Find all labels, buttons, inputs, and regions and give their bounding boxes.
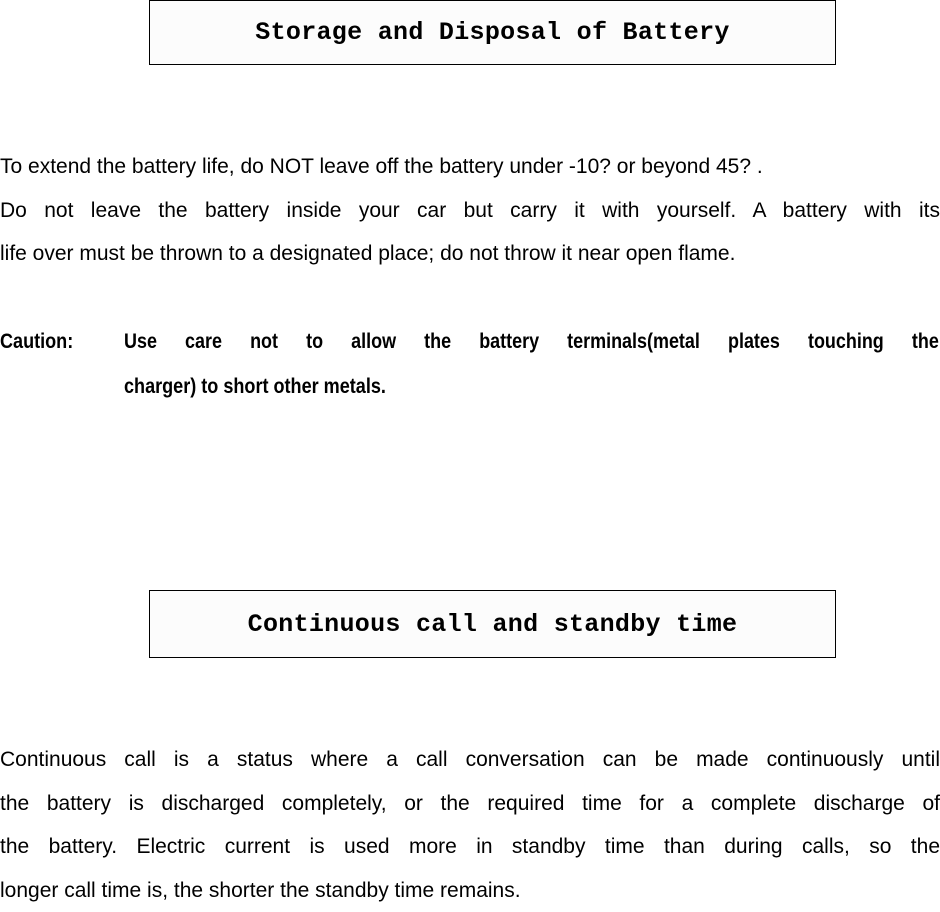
paragraph-line: the battery. Electric current is used more in standby time than during calls, so the	[0, 825, 940, 869]
section-title-box-call-time	[149, 590, 836, 658]
caution-text	[124, 319, 939, 409]
section-title-box-storage	[149, 0, 836, 65]
paragraph-line: Do not leave the battery inside your car but carry it with yourself. A battery with its	[0, 189, 940, 233]
paragraph-line: To extend the battery life, do NOT leave off the battery under -10? or beyond 45? .	[0, 145, 940, 189]
paragraph-line: the battery is discharged completely, or the required time for a complete discharge of	[0, 782, 940, 826]
section-title: Continuous call and standby time	[248, 610, 738, 639]
paragraph-line: life over must be thrown to a designated place; do not throw it near open flame.	[0, 232, 940, 276]
paragraph-line: Continuous call is a status where a call conversation can be made continuously until	[0, 738, 940, 782]
caution-line: charger) to short other metals.	[124, 364, 825, 409]
call-time-paragraph	[0, 738, 940, 912]
caution-label: Caution:	[0, 319, 73, 364]
caution-line: Use care not to allow the battery terminals(metal plates touching the	[124, 319, 939, 364]
paragraph-line: longer call time is, the shorter the standby time remains.	[0, 869, 940, 912]
storage-paragraph	[0, 145, 940, 276]
section-title: Storage and Disposal of Battery	[255, 18, 729, 47]
